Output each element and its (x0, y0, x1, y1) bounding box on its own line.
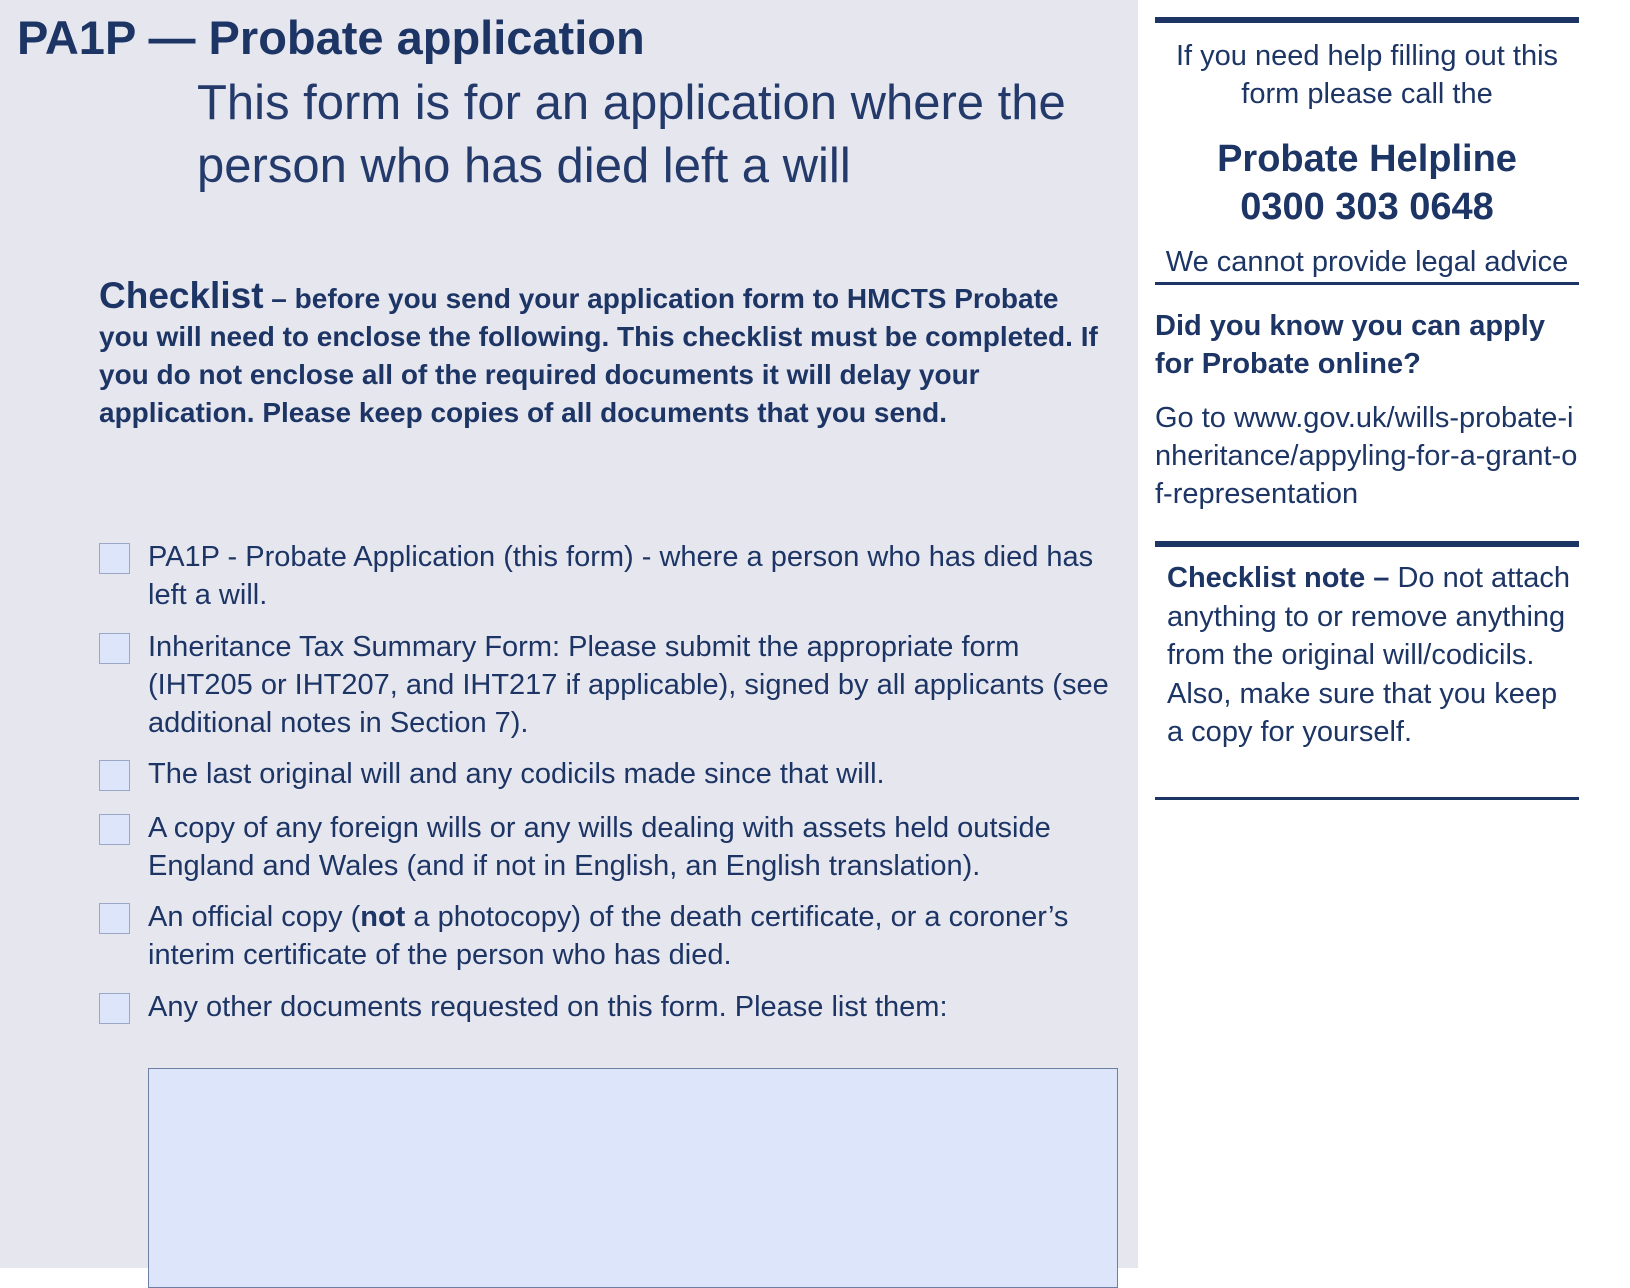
form-title: PA1P — Probate application (17, 11, 645, 64)
other-documents-list-field[interactable] (148, 1068, 1118, 1288)
checkbox-other-documents[interactable] (99, 993, 130, 1024)
checklist-note-text: Do not attach anything to or remove anything from the original will/codicils. Also, make sure that you keep a copy for yourself. (1167, 562, 1570, 748)
checkbox-death-certificate[interactable] (99, 903, 130, 934)
checkbox-pa1p[interactable] (99, 543, 130, 574)
checklist-item-label: The last original will and any codicils made since that will. (148, 758, 885, 790)
label-emphasis: not (360, 901, 406, 933)
checklist-instructions: before you send your application form to HMCTS Probate you will need to enclose the following. This checklist must be completed. If you do not enclose all of the required documents it will delay your application. Please keep copies of all documents that you send. (99, 283, 1098, 428)
checkbox-foreign-wills[interactable] (99, 814, 130, 845)
help-box (1155, 17, 1579, 285)
legal-advice-notice: We cannot provide legal advice (1165, 246, 1569, 278)
checklist-intro (99, 277, 1109, 432)
checklist-note-box (1155, 541, 1579, 800)
checkbox-iht[interactable] (99, 633, 130, 664)
checklist-note (1167, 559, 1575, 752)
apply-online-heading: Did you know you can apply for Probate online? (1155, 310, 1545, 380)
help-intro-text: If you need help filling out this form please call the (1175, 40, 1559, 110)
apply-online-link[interactable]: Go to www.gov.uk/wills-probate-inheritance/appyling-for-a-grant-of-representation (1155, 402, 1578, 510)
checkbox-will[interactable] (99, 760, 130, 791)
helpline-number: 0300 303 0648 (1240, 186, 1494, 228)
checklist-heading: Checklist (99, 275, 264, 316)
checklist-note-heading: Checklist note – (1167, 562, 1390, 594)
checklist-item-label: PA1P - Probate Application (this form) - where a person who has died has left a will. (148, 541, 1094, 611)
checklist-item-label: A copy of any foreign wills or any wills dealing with assets held outside England and Wales (and if not in English, an English translation). (148, 812, 1051, 882)
checklist-item-label (148, 898, 1123, 974)
form-subtitle: This form is for an application where the person who has died left a will (197, 76, 1066, 193)
helpline-details (1155, 135, 1579, 231)
checklist-dash: – (263, 283, 295, 314)
checklist-item-label: Any other documents requested on this form. Please list them: (148, 991, 948, 1023)
label-part: An official copy ( (148, 901, 361, 933)
label-part: a photocopy) of the death certificate, or a coroner’s interim certificate of the person who has died. (148, 901, 1069, 971)
checklist-item-label: Inheritance Tax Summary Form: Please submit the appropriate form (IHT205 or IHT207, and IHT217 if applicable), signed by all applicants (see additional notes in Section 7). (148, 631, 1109, 739)
helpline-name: Probate Helpline (1217, 138, 1517, 180)
